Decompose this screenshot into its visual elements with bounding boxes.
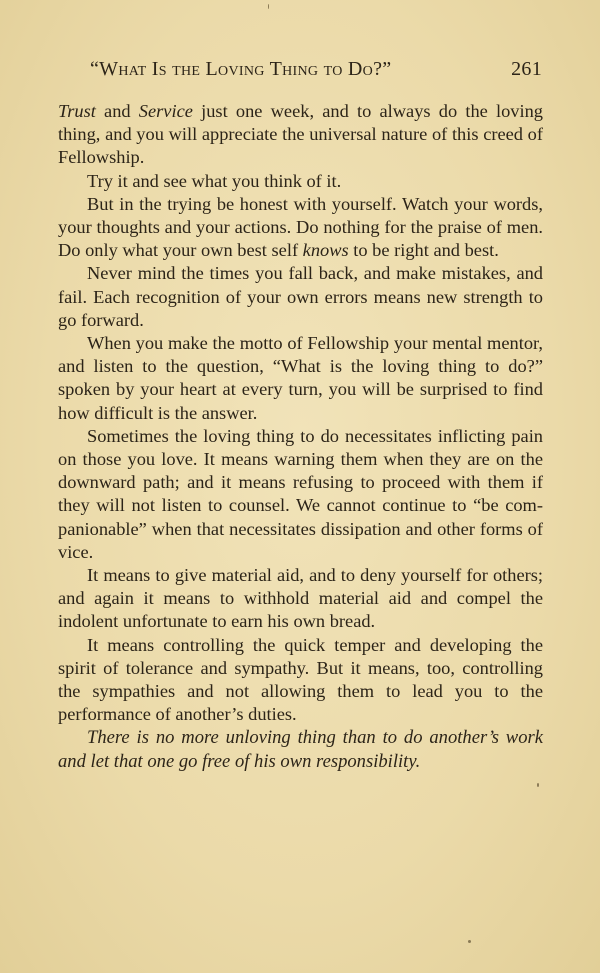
emphasis-service: Service [138, 101, 193, 121]
paragraph-9-italic: There is no more unloving thing than to do another’s work and let that one go free of his own responsibility. [58, 727, 543, 772]
paragraph-5: When you make the motto of Fellowship your mental mentor, and listen to the question, “What is the loving thing to do?” spoken by your heart at every turn, you will be surprised to find how difficult is the answer. [58, 333, 543, 423]
paragraph-4: Never mind the times you fall back, and make mistakes, and fail. Each recognition of your own errors means new strength to go forward. [58, 263, 543, 330]
running-head [90, 58, 542, 84]
text-fragment: But in the trying be honest with yourself. Watch your words, your thoughts and your actions. Do nothing for the praise of men. Do only what your own best self [58, 193, 543, 261]
emphasis-trust: Trust [58, 101, 96, 121]
text-fragment: and [95, 101, 139, 121]
paper-speck [268, 4, 269, 9]
chapter-title: “What Is the Loving Thing to Do?” [90, 58, 392, 80]
text-fragment: to be right and best. [348, 240, 499, 261]
paragraph-8: It means controlling the quick temper and developing the spirit of tolerance and sympathy. But it means, too, controlling the sympathies and not allowing them to lead you to the performance of another’s duties. [58, 634, 543, 725]
paragraph-6: Sometimes the loving thing to do necessitates inflicting pain on those you love. It means warning them when they are on the downward path; and it means refusing to proceed with them if they will not listen to counsel. We cannot continue to “be companionable” when that necessitates dissipation and other forms of vice. [58, 425, 543, 562]
page-number: 261 [511, 58, 542, 80]
paper-speck [537, 783, 539, 787]
body-text [58, 100, 543, 773]
paragraph-2: Try it and see what you think of it. [87, 170, 342, 191]
paragraph-1 [58, 100, 543, 170]
text-fragment: just one week, and to always do the loving thing, and you will appreciate the universal nature of this creed of Fellowship. [58, 101, 544, 168]
paper-speck [468, 940, 471, 943]
paragraph-3 [58, 193, 543, 263]
emphasis-knows: knows [302, 240, 349, 261]
paragraph-7: It means to give material aid, and to deny yourself for others; and again it means to withhold material aid and compel the indolent unfortunate to earn his own bread. [58, 565, 543, 632]
